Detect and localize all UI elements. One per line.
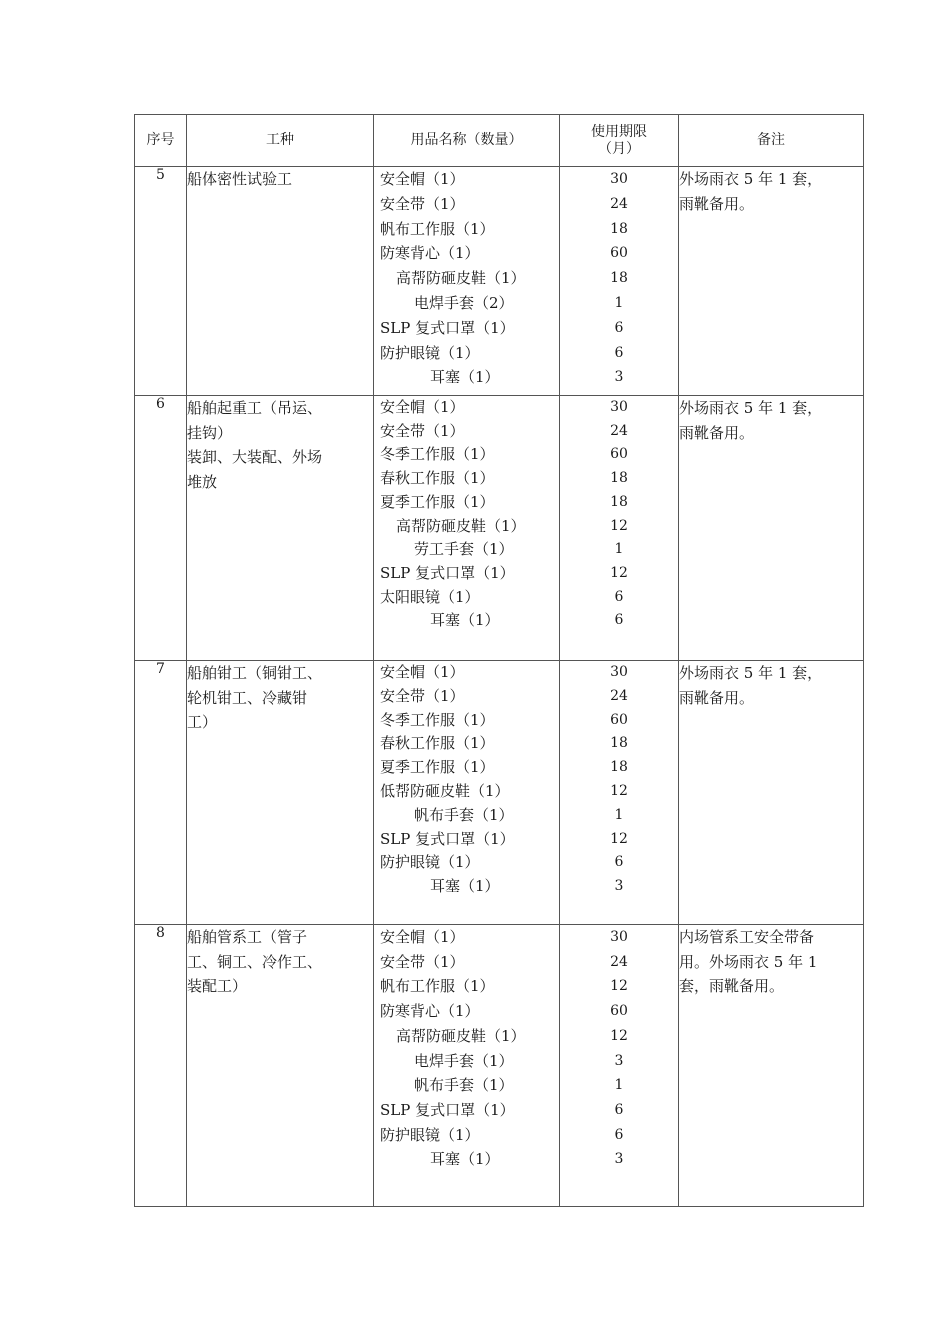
- header-item: 用品名称（数量）: [374, 115, 560, 167]
- item-line: 电焊手套（2）: [414, 293, 514, 312]
- item-line: 夏季工作服（1）: [380, 492, 495, 511]
- months-value: 1: [614, 541, 624, 558]
- item-line: 帆布工作服（1）: [380, 977, 495, 996]
- item-line: SLP 复式口罩（1）: [380, 829, 515, 848]
- months-value: 18: [610, 735, 628, 752]
- header-row: [135, 115, 864, 167]
- item-line: 电焊手套（1）: [414, 1051, 514, 1070]
- item-line: 帆布手套（1）: [414, 805, 514, 824]
- trade-line: 船舶起重工（吊运、: [187, 399, 323, 417]
- months-value: 6: [614, 344, 624, 361]
- trade-line: 装卸、大装配、外场: [187, 448, 323, 466]
- item-line: 防护眼镜（1）: [380, 343, 480, 362]
- months-value: 18: [610, 493, 628, 510]
- months-value: 3: [614, 1151, 624, 1168]
- trade-cell: [187, 925, 374, 1207]
- months-value: 3: [614, 369, 624, 386]
- remark-line: 用。外场雨衣 5 年 1: [679, 952, 818, 971]
- items-cell: [374, 925, 560, 1207]
- item-line: 高帮防砸皮鞋（1）: [396, 1026, 526, 1045]
- item-line: 耳塞（1）: [430, 877, 500, 896]
- months-value: 24: [610, 422, 628, 439]
- remark-line: 雨靴备用。: [679, 423, 755, 442]
- header-period-line2: （月）: [598, 140, 640, 157]
- item-line: 太阳眼镜（1）: [380, 587, 480, 606]
- remark-line: 套，雨靴备用。: [679, 977, 785, 995]
- months-value: 1: [614, 294, 624, 311]
- item-line: 冬季工作服（1）: [380, 445, 495, 464]
- remark-cell: [679, 167, 864, 396]
- row-number: 6: [135, 396, 187, 661]
- months-value: 30: [610, 399, 628, 415]
- trade-cell: [187, 396, 374, 661]
- item-line: 安全帽（1）: [380, 398, 465, 416]
- item-line: 耳塞（1）: [430, 368, 500, 387]
- trade-line: 堆放: [187, 472, 218, 491]
- months-value: 24: [610, 195, 628, 212]
- months-cell: [560, 396, 679, 661]
- ppe-allocation-table: [134, 114, 864, 1207]
- item-line: 春秋工作服（1）: [380, 469, 495, 488]
- row-number: 8: [135, 925, 187, 1207]
- item-line: SLP 复式口罩（1）: [380, 318, 515, 337]
- months-value: 12: [610, 517, 628, 534]
- remark-cell: [679, 925, 864, 1207]
- trade-line: 船舶钳工（铜钳工、: [187, 664, 323, 682]
- months-value: 30: [610, 664, 628, 680]
- months-value: 6: [614, 588, 624, 605]
- item-line: 安全带（1）: [380, 686, 465, 705]
- months-value: 6: [614, 319, 624, 336]
- months-cell: [560, 167, 679, 396]
- months-value: 18: [610, 220, 628, 237]
- item-line: 防护眼镜（1）: [380, 853, 480, 872]
- months-value: 6: [614, 1101, 624, 1118]
- row-number: 5: [135, 167, 187, 396]
- item-line: SLP 复式口罩（1）: [380, 563, 515, 582]
- item-line: 防寒背心（1）: [380, 1002, 480, 1021]
- item-line: 安全带（1）: [380, 194, 465, 213]
- table-row: [135, 925, 864, 1207]
- items-cell: [374, 167, 560, 396]
- months-value: 24: [610, 687, 628, 704]
- item-line: 帆布工作服（1）: [380, 219, 495, 238]
- months-value: 30: [610, 171, 628, 187]
- item-line: 安全帽（1）: [380, 170, 465, 188]
- remark-line: 内场管系工安全带备: [679, 928, 815, 946]
- item-line: 安全帽（1）: [380, 928, 465, 946]
- months-value: 60: [610, 446, 628, 463]
- months-value: 60: [610, 711, 628, 728]
- row-number: 7: [135, 661, 187, 925]
- items-cell: [374, 661, 560, 925]
- header-no: 序号: [135, 115, 187, 167]
- table-row: [135, 396, 864, 661]
- item-line: 劳工手套（1）: [414, 540, 514, 559]
- remark-line: 外场雨衣 5 年 1 套，: [679, 170, 823, 188]
- item-line: 安全带（1）: [380, 421, 465, 440]
- months-value: 18: [610, 270, 628, 287]
- item-line: SLP 复式口罩（1）: [380, 1100, 515, 1119]
- item-line: 防寒背心（1）: [380, 244, 480, 263]
- remark-line: 雨靴备用。: [679, 688, 755, 707]
- header-period: [560, 115, 679, 167]
- item-line: 耳塞（1）: [430, 611, 500, 630]
- item-line: 低帮防砸皮鞋（1）: [380, 781, 510, 800]
- remark-line: 雨靴备用。: [679, 194, 755, 213]
- header-period-line1: 使用期限: [591, 123, 647, 140]
- trade-line: 船体密性试验工: [187, 170, 293, 188]
- months-value: 1: [614, 806, 624, 823]
- header-trade: 工种: [187, 115, 374, 167]
- item-line: 高帮防砸皮鞋（1）: [396, 269, 526, 288]
- remark-line: 外场雨衣 5 年 1 套，: [679, 399, 823, 417]
- months-value: 12: [610, 564, 628, 581]
- months-value: 3: [614, 1052, 624, 1069]
- trade-line: 轮机钳工、冷藏钳: [187, 688, 308, 707]
- remark-cell: [679, 396, 864, 661]
- item-line: 冬季工作服（1）: [380, 710, 495, 729]
- trade-line: 挂钩）: [187, 423, 233, 442]
- months-value: 6: [614, 612, 624, 629]
- item-line: 安全帽（1）: [380, 663, 465, 681]
- trade-line: 工、铜工、冷作工、: [187, 952, 323, 971]
- months-value: 18: [610, 759, 628, 776]
- item-line: 防护眼镜（1）: [380, 1125, 480, 1144]
- months-value: 60: [610, 245, 628, 262]
- trade-cell: [187, 661, 374, 925]
- months-value: 1: [614, 1077, 624, 1094]
- trade-cell: [187, 167, 374, 396]
- item-line: 帆布手套（1）: [414, 1076, 514, 1095]
- months-value: 60: [610, 1003, 628, 1020]
- trade-line: 工）: [187, 713, 218, 731]
- months-value: 6: [614, 854, 624, 871]
- months-value: 3: [614, 878, 624, 895]
- item-line: 夏季工作服（1）: [380, 758, 495, 777]
- months-cell: [560, 661, 679, 925]
- remark-cell: [679, 661, 864, 925]
- months-value: 30: [610, 929, 628, 945]
- item-line: 高帮防砸皮鞋（1）: [396, 516, 526, 535]
- months-value: 12: [610, 978, 628, 995]
- header-remark: 备注: [679, 115, 864, 167]
- months-value: 6: [614, 1126, 624, 1143]
- trade-line: 船舶管系工（管子: [187, 928, 308, 946]
- months-value: 18: [610, 470, 628, 487]
- item-line: 耳塞（1）: [430, 1150, 500, 1169]
- months-cell: [560, 925, 679, 1207]
- table-row: [135, 661, 864, 925]
- remark-line: 外场雨衣 5 年 1 套，: [679, 664, 823, 682]
- months-value: 24: [610, 953, 628, 970]
- months-value: 12: [610, 830, 628, 847]
- months-value: 12: [610, 1027, 628, 1044]
- item-line: 安全带（1）: [380, 952, 465, 971]
- table-row: [135, 167, 864, 396]
- item-line: 春秋工作服（1）: [380, 734, 495, 753]
- months-value: 12: [610, 782, 628, 799]
- items-cell: [374, 396, 560, 661]
- trade-line: 装配工）: [187, 977, 248, 995]
